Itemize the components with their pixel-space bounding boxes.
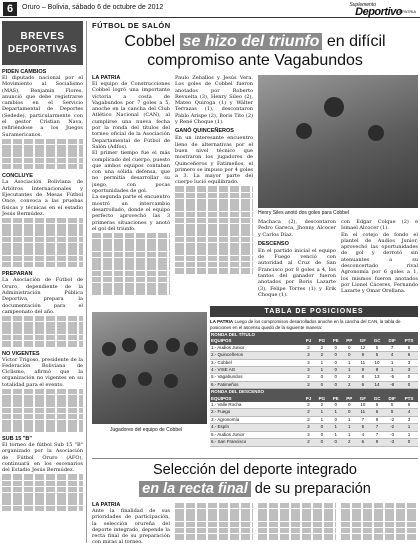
breves-title-block: [2, 21, 83, 65]
column-header: EQUIPOS: [210, 338, 302, 344]
column-header: GC: [370, 396, 385, 402]
stat-cell: 1: [315, 359, 329, 366]
stat-cell: 5: [384, 402, 400, 409]
team-cell: 3.- Cobbel: [210, 359, 302, 366]
table-row: [210, 424, 418, 431]
stat-cell: 8: [370, 367, 385, 374]
headline-end: en difícil compromiso ante Vagabundos: [147, 33, 386, 69]
table-row: [210, 439, 418, 446]
team-photo: [92, 312, 207, 424]
stat-cell: 1: [315, 367, 329, 374]
article2-kicker: LA PATRIA: [92, 502, 121, 508]
stat-cell: 0: [329, 352, 342, 359]
section-label: FÚTBOL DE SALÓN: [92, 21, 171, 30]
stat-cell: 1: [342, 431, 355, 438]
article2-headline-highlight: en la recta final: [139, 481, 251, 497]
article-paragraph: En un interesante encuentro lleno de alternativas por el buen nivel técnico que mostraron los jugadores de Quinceñeros y Fatimeños, el primero se impuso por 4 goles a 3. La mayor parte del cuerpo lució equilibrado.: [175, 135, 253, 186]
article-paragraph: Paulo Zeballos y Jesús Vera. Los goles de Cobbel fueron anotados por Roberto Revuelta (3), Henry Sileo (2), Mateo Quiroga (1) y Wálter Terrazas (1), descontaron Pablo Arispe (2), Boris Tito (2) y René Choque (1).: [175, 75, 253, 126]
article-paragraph: Machaca (2), descontaron Pedro Gareca, Jhonny Alcocer y Carlos Díaz.: [258, 219, 336, 238]
stat-cell: 5: [370, 345, 385, 352]
brief-heading: NO VIGENTES: [2, 350, 40, 357]
stat-cell: 0: [329, 381, 342, 388]
stat-cell: 2: [315, 402, 329, 409]
article-divider: [92, 458, 418, 459]
article-column-4: [341, 219, 418, 304]
stat-cell: 0: [329, 367, 342, 374]
table-row: [210, 409, 418, 416]
article-column-3: [258, 219, 336, 304]
stat-cell: 9: [356, 352, 370, 359]
descent-round-rows: [210, 402, 418, 446]
stat-cell: 2: [302, 416, 315, 423]
column-header: PP: [342, 396, 355, 402]
page-number: 6: [3, 2, 17, 16]
stat-cell: -2: [384, 424, 400, 431]
group-label: RONDA DEL TÍTULO: [210, 332, 302, 338]
stat-cell: 1: [342, 424, 355, 431]
team-photo-caption: Jugadores del equipo de Cobbel: [110, 427, 182, 433]
article-paragraph: La segunda parte el encuentro mostró un intercambio desarrollado, donde el equipo perfecto aprovechó las 3 primeras situaciones y anotó el gol del triunfo.: [92, 194, 170, 232]
stat-cell: 0: [342, 402, 355, 409]
table-row: [210, 374, 418, 381]
breves-column: [2, 21, 83, 543]
stat-cell: 0: [329, 359, 342, 366]
column-header: PP: [342, 338, 355, 344]
team-cell: 1.- Valle Rocha: [210, 402, 302, 409]
article2-column-1: [92, 502, 170, 544]
stat-cell: 6: [400, 402, 418, 409]
standings-table: [210, 306, 418, 456]
stat-cell: 5: [356, 424, 370, 431]
stat-cell: 1: [329, 431, 342, 438]
table-row: [210, 345, 418, 352]
brief-text: El diputado nacional por el Movimiento al Socialismo (MAS), Benjamín Flores, anunció que debe registrarse cambios en el Servicio Departamental de Deportes (Sedede), particularmente con el gestor Cristian Nava, refiriéndose a los Juegos Suramericanos.: [2, 75, 83, 138]
stat-cell: 4: [356, 431, 370, 438]
stat-cell: 7: [370, 424, 385, 431]
stat-cell: 2: [302, 431, 315, 438]
stat-cell: 0: [400, 381, 418, 388]
title-round-rows: [210, 345, 418, 389]
stat-cell: 1: [329, 409, 342, 416]
column-header: PE: [329, 396, 342, 402]
article2-headline-line1: Selección del deporte integrado: [153, 462, 357, 478]
headline-highlight: se hizo del triunfo: [180, 33, 323, 50]
player-photo: [258, 75, 418, 208]
stat-cell: 1: [315, 409, 329, 416]
stat-cell: 3: [400, 416, 418, 423]
stat-cell: 1: [342, 359, 355, 366]
stat-cell: 0: [342, 352, 355, 359]
standings-note: [210, 319, 418, 330]
table-row: [210, 416, 418, 423]
column-header: PJ: [302, 396, 315, 402]
stat-cell: 9: [370, 416, 385, 423]
brief-text: La Asociación de Fútbol de Oruro, dependiente de la Administración Pública Deportiva, prepara la documentación para el campeonato del año.: [2, 277, 83, 315]
stat-cell: 2: [302, 374, 315, 381]
article2-column-2: [175, 502, 253, 544]
team-cell: 5.- Audios Junior: [210, 431, 302, 438]
column-header: DIF: [384, 338, 400, 344]
column-header: PE: [329, 338, 342, 344]
stat-cell: -3: [384, 439, 400, 446]
stat-cell: 2: [302, 402, 315, 409]
team-cell: 2.- Fuego: [210, 409, 302, 416]
stat-cell: 4: [400, 409, 418, 416]
stat-cell: 7: [356, 416, 370, 423]
stat-cell: 1: [329, 424, 342, 431]
stat-cell: 12: [356, 345, 370, 352]
column-header: PTS: [400, 338, 418, 344]
stat-cell: -5: [384, 374, 400, 381]
article-kicker: LA PATRIA: [92, 75, 121, 81]
team-cell: 1.- Audios Junior: [210, 345, 302, 352]
stat-cell: 6: [356, 439, 370, 446]
stat-cell: 2: [315, 352, 329, 359]
headline-start: Cobbel: [124, 33, 180, 50]
stat-cell: 3: [400, 359, 418, 366]
stat-cell: 1: [400, 424, 418, 431]
article2-column-3: [258, 502, 336, 544]
stat-cell: 4: [384, 352, 400, 359]
stat-cell: 9: [356, 367, 370, 374]
article2-paragraph: Ante la finalidad de sus prioridades de participación, la selección orureña del deporte integrado, depende la recta final de su preparación con miras al torneo.: [92, 508, 170, 544]
stat-cell: 1: [342, 416, 355, 423]
dateline: Oruro – Bolivia, sábado 6 de octubre de 2012: [22, 4, 164, 11]
stat-cell: 0: [400, 374, 418, 381]
column-header: PG: [315, 338, 329, 344]
stat-cell: 6: [356, 381, 370, 388]
stat-cell: 10: [356, 402, 370, 409]
page-header: [0, 0, 420, 18]
column-header: EQUIPOS: [210, 396, 302, 402]
stat-cell: 0: [329, 416, 342, 423]
article2-headline: [92, 461, 418, 499]
column-divider: [86, 21, 87, 543]
article-subhead: GANÓ QUINCEÑEROS: [175, 128, 234, 135]
stat-cell: 1: [315, 416, 329, 423]
stat-cell: 5: [384, 409, 400, 416]
player-photo-caption: Henry Siles anotó dos goles para Cobbel: [258, 210, 349, 216]
stat-cell: 2: [302, 352, 315, 359]
stat-cell: 0: [329, 374, 342, 381]
column-header: GF: [356, 338, 370, 344]
stat-cell: -3: [384, 431, 400, 438]
stat-cell: 5: [370, 402, 385, 409]
stat-cell: 1: [400, 431, 418, 438]
stat-cell: -8: [384, 381, 400, 388]
article-paragraph: En el partido inicial el equipo de Fuego venció con autoridad al Cruz de San Francisco por 8 goles a 4, los tantos del ganador fueron anotados por Boris Lazarte (3), Felipe Torres (1) y Erik Choque (1).: [258, 247, 336, 298]
stat-cell: 2: [302, 381, 315, 388]
standings-note-text: Luego de los compromisos desarrollados anoche en la cancha del CAN, la tabla de posiciones en el ascenso quedó de la siguiente manera:: [210, 319, 401, 330]
standings-grid: [210, 332, 418, 447]
column-header: PJ: [302, 338, 315, 344]
table-row: [210, 381, 418, 388]
column-header: GF: [356, 396, 370, 402]
brief-text: Víctor Trigoso, presidente de la Federación Boliviana de Ciclismo, afirmó que la organización no vigentes en su totalidad para el evento.: [2, 356, 83, 388]
stat-cell: 1: [384, 367, 400, 374]
standings-kicker: LA PATRIA: [210, 319, 234, 324]
article-paragraph: El equipo de Construcciones Cobbel logró una importante victoria a costa de Vagabundos por 7 goles a 5, anoche en la cancha del Club Atlético Nacional (CAN), al cumplirse una nueva fecha por la ronda del títulos del torneo oficial de la Asociación Departamental de Fútbol de Salón (Adfos).: [92, 81, 170, 150]
stat-cell: 7: [370, 431, 385, 438]
brief-heading: SUB 15 "B": [2, 436, 32, 443]
stat-cell: 2: [302, 409, 315, 416]
stat-cell: 0: [329, 402, 342, 409]
article-column-1: [92, 75, 170, 305]
standings-title: TABLA DE POSICIONES: [210, 306, 418, 317]
stat-cell: 0: [315, 374, 329, 381]
brief-heading: PREPARAN: [2, 271, 33, 278]
stat-cell: 11: [356, 359, 370, 366]
stat-cell: 2: [342, 374, 355, 381]
team-cell: 6.- Fatimeños: [210, 381, 302, 388]
stat-cell: 14: [370, 381, 385, 388]
article-paragraph: El primer tiempo fue el más complicado del cuerpo, puesto que ambos equipos contaban con una sólida defensa, que no permitía desarrollar su juego, con pocas oportunidades de gol.: [92, 150, 170, 195]
table-row: [210, 352, 418, 359]
stat-cell: 6: [400, 345, 418, 352]
group-label: RONDA DEL DESCENSO: [210, 389, 302, 396]
column-header: PTS: [400, 396, 418, 402]
brand-tag: LA PATRIA: [396, 9, 416, 14]
stat-cell: 0: [329, 439, 342, 446]
stat-cell: 2: [302, 359, 315, 366]
table-row: [210, 431, 418, 438]
article-paragraph: con Edgar Colque (2) e Ismael Alcocer (1).: [341, 219, 418, 232]
stat-cell: 0: [342, 409, 355, 416]
stat-cell: 8: [356, 374, 370, 381]
stat-cell: 1: [384, 359, 400, 366]
column-header: GC: [370, 338, 385, 344]
stat-cell: 2: [342, 439, 355, 446]
stat-cell: 2: [302, 367, 315, 374]
breves-title-line1: BREVES: [20, 31, 65, 42]
stat-cell: 7: [384, 345, 400, 352]
stat-cell: 2: [302, 424, 315, 431]
team-cell: 5.- Vagabundos: [210, 374, 302, 381]
stat-cell: 0: [400, 439, 418, 446]
stat-cell: 3: [400, 367, 418, 374]
breves-title-line2: DEPORTIVAS: [7, 44, 78, 55]
stat-cell: 6: [370, 409, 385, 416]
brief-heading: PIDEN CAMBIOS: [2, 69, 47, 75]
team-cell: 2.- Quinceñeros: [210, 352, 302, 359]
supplement-label: Suplemento: [349, 2, 376, 8]
stat-cell: 2: [342, 381, 355, 388]
article-paragraph: En el cotejo de fondo el plantel de Audios Junior, aprovechó las oportunidades de gol y derrotó sin atenuantes a su desconcertado rival Agronomía por 6 goles a 1, los mismos fueron anotados por Lionel Cáceres, Fernando Lazarte y Omar Orellana.: [341, 231, 418, 295]
stat-cell: 2: [302, 439, 315, 446]
stat-cell: 0: [315, 439, 329, 446]
team-cell: 4.- Espín: [210, 424, 302, 431]
table-row: [210, 359, 418, 366]
stat-cell: 13: [370, 374, 385, 381]
group-header-row: [210, 389, 418, 396]
column-header: DIF: [384, 396, 400, 402]
stat-cell: 9: [370, 439, 385, 446]
stat-cell: -2: [384, 416, 400, 423]
brief-heading: CONCLUYE: [2, 173, 33, 180]
stat-cell: 0: [342, 345, 355, 352]
article-subhead: DESCENSO: [258, 240, 289, 247]
stat-cell: 10: [370, 359, 385, 366]
brief-text: El torneo de fútbol Sub 15 "B" organizado por la Asociación de Fútbol Oruro (AFO), continuará en los escenarios del Estadio Jesús Bermúdez.: [2, 442, 83, 474]
team-cell: 6.- San Francisco: [210, 439, 302, 446]
team-cell: 4.- VISE AG: [210, 367, 302, 374]
stat-cell: 0: [315, 424, 329, 431]
article-column-2: [175, 75, 253, 305]
stat-cell: 0: [315, 381, 329, 388]
team-cell: 3.- Agronomía: [210, 416, 302, 423]
article2-headline-end: de su preparación: [250, 481, 371, 497]
stat-cell: 2: [302, 345, 315, 352]
stat-cell: 5: [370, 352, 385, 359]
stat-cell: 0: [329, 345, 342, 352]
article-headline: [92, 32, 418, 70]
stat-cell: 2: [315, 345, 329, 352]
table-row: [210, 402, 418, 409]
article2-column-4: [341, 502, 418, 544]
stat-cell: 1: [342, 367, 355, 374]
table-row: [210, 367, 418, 374]
brief-text: La Asociación Boliviana de Árbitros Internacionales y Ejecutantes de Mesas Fútbol Once, convoca a las pruebas físicas y técnicas en el estadio Jesús Bermúdez.: [2, 179, 83, 217]
stat-cell: 0: [315, 431, 329, 438]
brand-logo: Deportivo: [355, 6, 402, 18]
stat-cell: 11: [356, 409, 370, 416]
stat-cell: 6: [400, 352, 418, 359]
column-header: PG: [315, 396, 329, 402]
